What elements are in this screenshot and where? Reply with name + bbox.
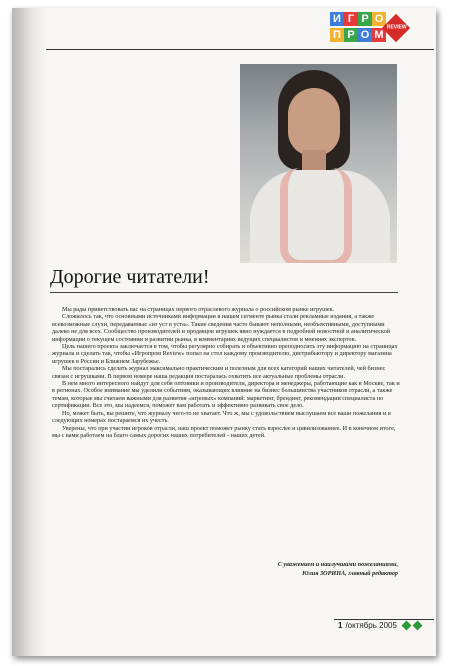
issue-date: /октябрь 2005	[345, 621, 397, 630]
logo-letter: И	[330, 12, 344, 26]
signature-greeting: С уважением и наилучшими пожеланиями,	[277, 561, 398, 568]
logo-letter: М	[372, 28, 386, 42]
page-spine-shadow	[12, 8, 46, 656]
paragraph: Но, может быть, вы решите, что журналу чего-то не хватает. Что ж, мы с удовольствием выслушаем все ваши пожелания и в следующих номерах постараемся их учесть.	[52, 409, 391, 425]
logo-letter: Р	[344, 28, 358, 42]
signature-block	[192, 561, 398, 578]
logo-letter: П	[330, 28, 344, 42]
logo-review-badge	[382, 14, 410, 42]
magazine-page	[12, 8, 436, 656]
logo-letter: Г	[344, 12, 358, 26]
paragraph: Уверены, что при участии игроков отрасли, наш проект поможет рынку стать взрослее и цивилизованнее. И в конечном итоге, мы с вами работаем на благо самых дорогих наших потребителей - наших детей.	[52, 424, 396, 439]
signature-author: Юлия ЗОРИНА, главный редактор	[302, 569, 398, 577]
page-footer	[338, 621, 421, 630]
paragraph: Мы постарались сделать журнал максимально практическим и полезным для всех категорий наших читателей, чей бизнес связан с игрушками. В первом номере наша редакция постаралась охватить все актуальные проблемы отрасли.	[52, 365, 386, 380]
header-rule	[46, 49, 434, 50]
photo-scarf	[280, 168, 352, 263]
logo-letter: О	[372, 12, 386, 26]
green-diamond-icon	[401, 621, 411, 631]
page-title: Дорогие читатели!	[50, 266, 210, 288]
paragraph: В нем много интересного найдут для себя оптовики и производители, директора и менеджеры, работающие как в Москве, так и в регионах. Особое внимание мы уделили событиям, оказывающих влияние на бизнес большинства участников отрасли, а также темам, которые мы считаем важными для развития «игровых» компаний: маркетинг, брендинг, рекомендации специалиста по сертификации. Все это, мы надеемся, поможет вам работать и эффективно развивать свое дело.	[52, 380, 400, 410]
photo-face	[288, 88, 340, 156]
paragraph: Сложилось так, что основными источниками информации в нашем сегменте рынка стали рекламные издания, а также всевозможные слухи, передаваемые «из уст в уста». Такие сведения часто бывают неполными, необъективными, доступными далеко не для всех. Сообщество производителей и продавцов игрушек явно нуждается в подробной новостной и аналитической информации о текущем состоянии и развитии рынка, в комментариях ведущих специалистов и мнениях экспертов.	[52, 313, 391, 343]
logo-letter: О	[358, 28, 372, 42]
logo-review-text: REVIEW	[386, 24, 407, 31]
editorial-text	[52, 306, 400, 439]
footer-rule	[334, 619, 434, 620]
paragraph: Мы рады приветствовать вас на страницах первого отраслевого журнала о российском рынке игрушек.	[62, 306, 335, 313]
editor-photo	[240, 64, 397, 263]
title-rule	[50, 292, 398, 293]
green-diamond-icon	[412, 621, 422, 631]
logo-letter: Р	[358, 12, 372, 26]
page-number: 1	[338, 621, 343, 630]
paragraph: Цель нашего проекта заключается в том, чтобы регулярно собирать и объективно преподносить эту информацию на страницах журнала и сделать так, чтобы «Игропром Review» попал на стол каждому производителю, дистрибьютору и директору магазина игрушек в России и Ближнем Зарубежье.	[52, 343, 398, 365]
igroprom-review-logo	[330, 12, 406, 46]
